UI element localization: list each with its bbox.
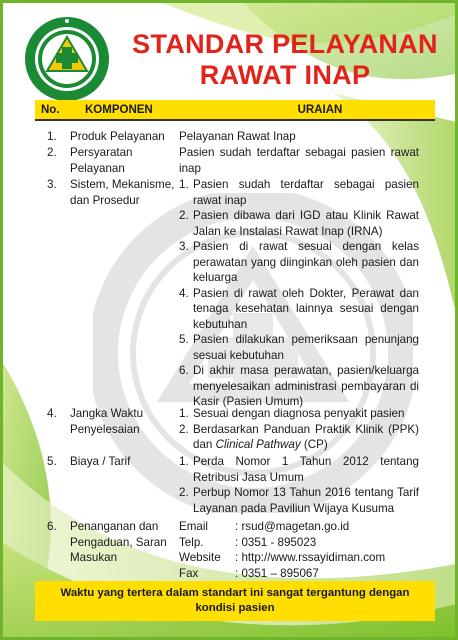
list-item: 1. Sesuai dengan diagnosa penyakit pasien bbox=[179, 407, 405, 420]
table-header bbox=[35, 100, 435, 119]
footer-note: Waktu yang tertera dalam standart ini sangat tergantung dengan kondisi pasien bbox=[35, 581, 435, 621]
row-uraian-list bbox=[179, 454, 419, 516]
contact-email: Email : rsud@magetan.go.id bbox=[179, 520, 350, 533]
header-komponen: KOMPONEN bbox=[85, 103, 153, 116]
list-item: 1. Pasien sudah terdaftar sebagai pasien rawat inap bbox=[179, 178, 419, 207]
list-item: 4. Pasien di rawat oleh Dokter, Perawat dan tenaga kesehatan lainnya sesuai dengan kebutuhan bbox=[179, 286, 419, 331]
row-uraian: Pasien sudah terdaftar sebagai pasien rawat inap bbox=[179, 146, 419, 175]
row-number: 5. bbox=[47, 455, 57, 468]
row-komponen: Jangka Waktu Penyelesaian bbox=[70, 407, 144, 436]
page-title bbox=[115, 29, 455, 91]
contact-list bbox=[179, 519, 429, 581]
row-komponen: Sistem, Mekanisme, dan Prosedur bbox=[70, 178, 175, 207]
service-standard-table bbox=[35, 100, 435, 580]
row-komponen: Persyaratan Pelayanan bbox=[70, 146, 133, 175]
row-number: 1. bbox=[47, 130, 57, 143]
header-no: No. bbox=[41, 103, 60, 116]
contact-website: Website : http://www.rssayidiman.com bbox=[179, 551, 386, 564]
hospital-logo bbox=[23, 15, 111, 103]
list-item: 6. Di akhir masa perawatan, pasien/keluarga menyelesaikan administrasi pembayaran di Kasir (Pasien Umum) bbox=[179, 364, 419, 408]
list-item: 1. Perda Nomor 1 Tahun 2012 tentang Retribusi Jasa Umum bbox=[179, 455, 419, 484]
list-item: 5. Pasien dilakukan pemeriksaan penunjang sesuai kebutuhan bbox=[179, 333, 419, 362]
contact-fax: Fax : 0351 – 895067 bbox=[179, 566, 319, 580]
list-item: 2. Perbup Nomor 13 Tahun 2016 tentang Tarif Layanan pada Paviliun Wijaya Kusuma bbox=[179, 486, 419, 515]
row-komponen: Penanganan dan Pengaduan, Saran Masukan bbox=[70, 520, 167, 564]
contact-phone: Telp. : 0351 - 895023 bbox=[179, 535, 317, 549]
title-line-2: RAWAT INAP bbox=[199, 60, 371, 90]
row-uraian: Pelayanan Rawat Inap bbox=[179, 130, 296, 143]
header-uraian: URAIAN bbox=[297, 103, 343, 116]
title-line-1: STANDAR PELAYANAN bbox=[132, 29, 438, 59]
row-uraian-list bbox=[179, 177, 419, 410]
list-item: 2. Pasien dibawa dari IGD atau Klinik Rawat Jalan ke Instalasi Rawat Inap (IRNA) bbox=[179, 209, 419, 238]
row-number: 2. bbox=[47, 146, 57, 159]
row-komponen: Biaya / Tarif bbox=[70, 455, 131, 468]
list-item: 3. Pasien di rawat sesuai dengan kelas perawatan yang diinginkan oleh pasien dan keluarga bbox=[179, 240, 419, 284]
row-number: 6. bbox=[47, 520, 57, 533]
row-number: 3. bbox=[47, 178, 57, 191]
hospital-emblem-icon bbox=[23, 15, 111, 103]
row-number: 4. bbox=[47, 407, 57, 420]
header-rule bbox=[35, 119, 435, 121]
list-item: 2. Berdasarkan Panduan Praktik Klinik (PPK) dan Clinical Pathway (CP) bbox=[179, 422, 419, 451]
row-komponen: Produk Pelayanan bbox=[70, 130, 165, 143]
row-uraian-list bbox=[179, 406, 419, 453]
